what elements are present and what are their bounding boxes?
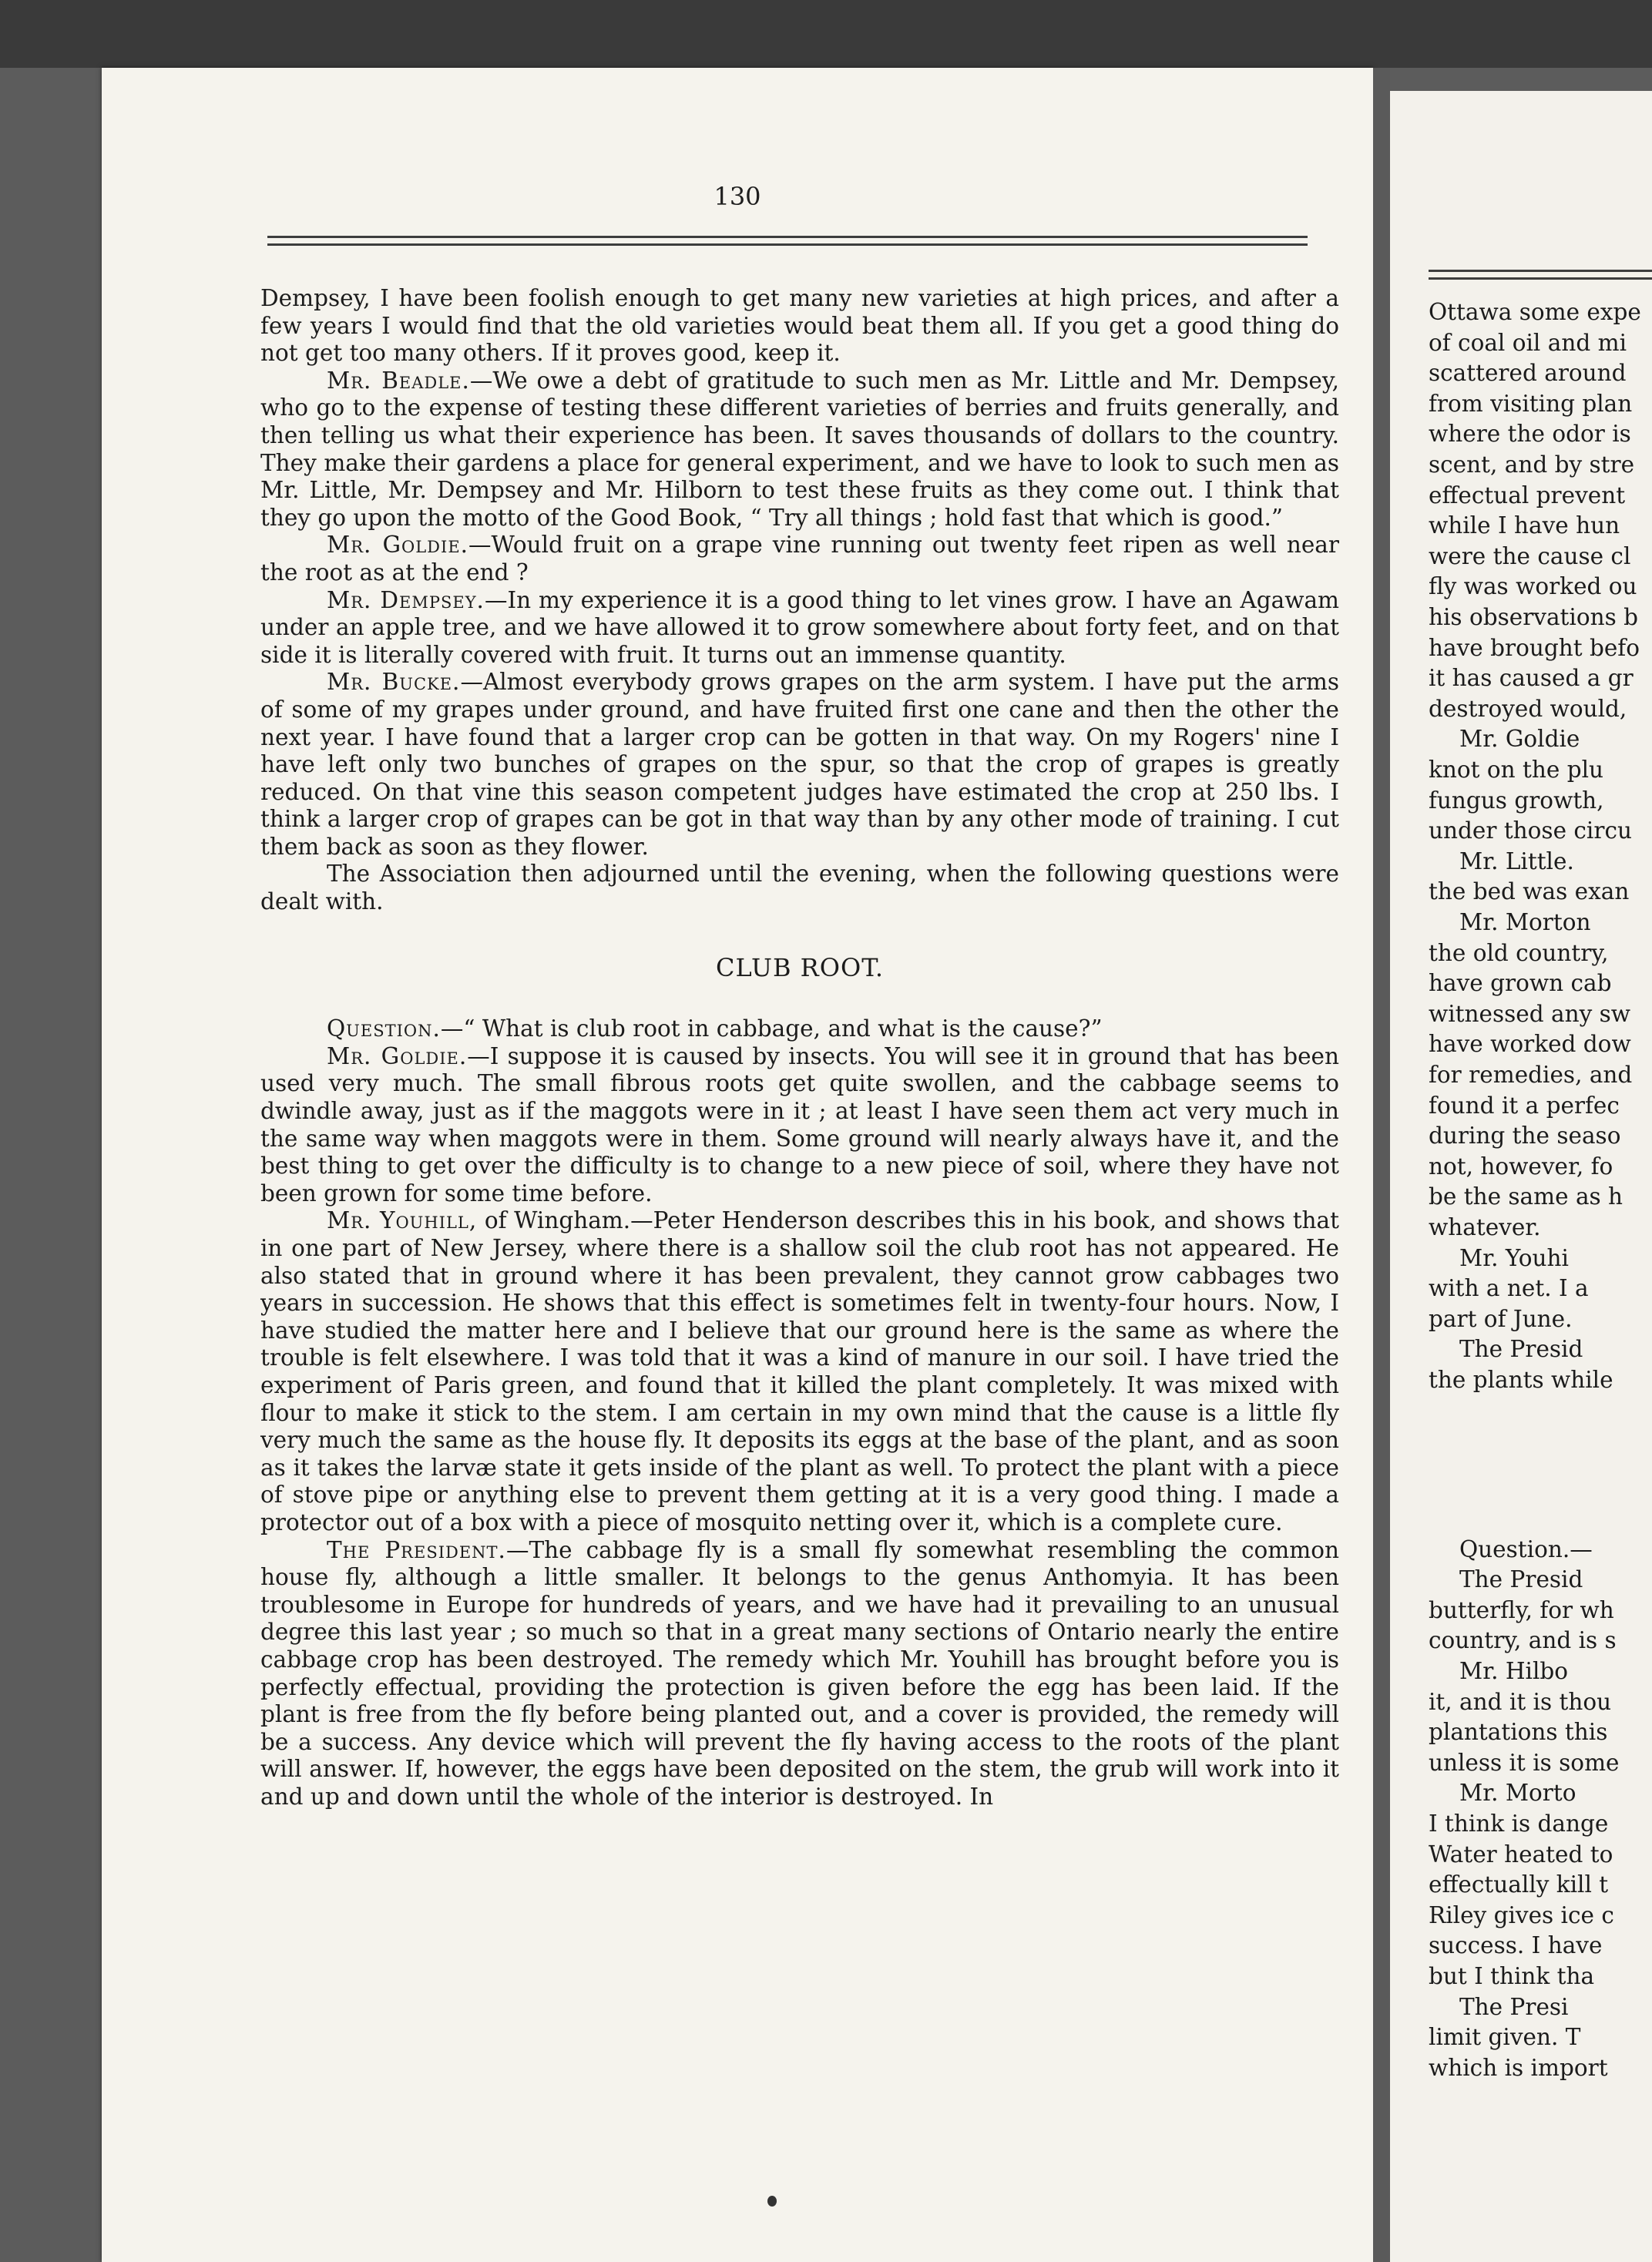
page-number: 130 [714,182,761,211]
facing-text-line: Mr. Hilbo [1459,1658,1569,1684]
ink-blot [767,2196,777,2207]
facing-text-line: I think is dange [1429,1811,1609,1837]
article-body [260,285,1339,1811]
facing-text-line: Riley gives ice c [1429,1901,1614,1928]
header-rule-top [267,236,1308,238]
facing-text-line: have brought befo [1429,634,1640,661]
facing-header-rule-bottom [1429,277,1652,280]
facing-text-line: it has caused a gr [1429,665,1634,692]
facing-text-line: his observations b [1429,604,1638,630]
facing-text-line: while I have hun [1429,512,1620,539]
facing-text-line: which is import [1429,2054,1608,2081]
facing-text-line: part of June. [1429,1305,1573,1332]
facing-text-line: fungus growth, [1429,787,1604,814]
facing-text-line: be the same as h [1429,1183,1623,1210]
facing-text-line: Water heated to [1429,1841,1613,1868]
facing-text-line: Mr. Morto [1459,1780,1576,1807]
facing-text-line: effectual prevent [1429,482,1626,508]
facing-text-line: but I think tha [1429,1963,1595,1989]
facing-text-line: of coal oil and mi [1429,329,1627,356]
facing-text-line: the plants while [1429,1367,1613,1393]
facing-text-line: The Presid [1459,1566,1583,1593]
speaker-name: Mr. Youhill, [327,1207,478,1234]
facing-text-line: knot on the plu [1429,757,1604,783]
paragraph-text: —The cabbage fly is a small fly somewhat resembling the common house fly, although a little smaller. It belongs to the genus Anthomyia. It has been troublesome in Europe for hundreds of years, and we have had it prevailing to an unusual degree this last year ; so much so that in a great many sections of Ontario nearly the entire cabbage crop has been destroyed. The remedy which Mr. Youhill has brought before you is perfectly effectual, providing the protection is given before the egg has been laid. If the plant is free from the fly before being planted out, and a cover is provided, the remedy will be a success. Any device which will prevent the fly having access to the roots of the plant will answer. If, however, the eggs have been deposited on the stem, the grub will work into it and up and down until the whole of the interior is destroyed. In [260,1536,1340,1810]
facing-text-line: found it a perfec [1429,1092,1620,1119]
facing-text-line: success. I have [1429,1932,1603,1959]
scan-background-top [0,0,1652,68]
facing-text-line: Ottawa some expe [1429,299,1641,325]
paragraph [260,669,1339,861]
facing-text-line: Question.— [1459,1535,1593,1562]
discussion-section [260,285,1339,916]
facing-header-rule-top [1429,270,1652,272]
paragraph [260,285,1339,367]
paragraph-text: —“ What is club root in cabbage, and what is the cause?” [440,1015,1103,1042]
facing-text-line: were the cause cl [1429,542,1631,569]
facing-text-line: Mr. Little. [1459,847,1574,874]
paragraph [260,861,1339,915]
facing-text-line: plantations this [1429,1719,1608,1746]
speaker-name: Mr. Beadle. [327,367,470,394]
facing-text-line: scent, and by stre [1429,451,1635,478]
facing-text-line: the old country, [1429,939,1609,966]
facing-text-line: for remedies, and [1429,1062,1633,1088]
paragraph [260,367,1339,532]
facing-text-line: with a net. I a [1429,1275,1589,1302]
facing-text-line: during the seaso [1429,1123,1621,1149]
book-page-right-partial [1390,91,1652,2262]
facing-text-line: under those circu [1429,817,1632,844]
header-rule-bottom [267,243,1308,246]
speaker-name: Mr. Bucke. [327,669,461,696]
paragraph [260,1015,1339,1043]
facing-text-line: limit given. T [1429,2024,1581,2051]
facing-text-line: unless it is some [1429,1749,1620,1776]
facing-text-line: it, and it is thou [1429,1688,1612,1715]
facing-text-line: country, and is s [1429,1627,1617,1654]
speaker-name: Mr. Goldie. [327,532,469,559]
section-heading: CLUB ROOT. [715,952,884,982]
facing-text-line: from visiting plan [1429,390,1633,417]
facing-text-line: have grown cab [1429,970,1612,997]
facing-text-line: not, however, fo [1429,1153,1613,1180]
speaker-name: Mr. Goldie. [327,1042,468,1069]
facing-text-line: the bed was exan [1429,878,1630,905]
facing-text-line: scattered around [1429,360,1627,387]
paragraph-text: The Association then adjourned until the evening, when the following questions were dealt with. [260,861,1339,915]
facing-text-line: have worked dow [1429,1031,1631,1058]
paragraph [260,1207,1339,1536]
facing-text-line: effectually kill t [1429,1871,1609,1898]
paragraph-text: —Almost everybody grows grapes on the arm system. I have put the arms of some of my grapes under ground, and have fruited first one cane and then the other the next year. I have found that a larger crop can be gotten in that way. On my Rogers' nine I have left only two bunches of grapes on the spur, so that the crop of grapes is greatly reduced. On that vine this season competent judges have estimated the crop at 250 lbs. I think a larger crop of grapes can be got in that way than by any other mode of training. I cut them back as soon as they flower. [260,669,1339,860]
paragraph-text: —Would fruit on a grape vine running out twenty feet ripen as well near the root as at the end ? [260,532,1339,586]
facing-text-line: The Presi [1459,1993,1569,2020]
facing-text-line: butterfly, for wh [1429,1596,1614,1623]
paragraph [260,1537,1339,1811]
paragraph-text: —In my experience it is a good thing to let vines grow. I have an Agawam under an apple tree, and we have allowed it to grow somewhere about forty feet, and on that side it is literally covered with fruit. It turns out an immense quantity. [260,586,1339,668]
paragraph [260,587,1339,670]
paragraph [260,1043,1339,1208]
facing-text-line: Mr. Goldie [1459,726,1580,753]
book-gutter [1373,68,1390,2262]
facing-text-line: fly was worked ou [1429,573,1637,600]
paragraph [260,532,1339,586]
facing-text-line: Mr. Youhi [1459,1244,1569,1271]
speaker-name: The President. [327,1536,506,1563]
speaker-name: Mr. Dempsey. [327,586,485,613]
paragraph-text: Dempsey, I have been foolish enough to get many new varieties at high prices, and after a few years I would find that the old varieties would beat them all. If you get a good thing do not get too many others. If it proves good, keep it. [260,285,1339,367]
speaker-name: Question. [327,1015,441,1042]
facing-text-line: whatever. [1429,1214,1541,1240]
club-root-section [260,1015,1339,1811]
paragraph-text: —I suppose it is caused by insects. You will see it in ground that has been used very much. The small fibrous roots get quite swollen, and the cabbage seems to dwindle away, just as if the maggots were in it ; at least I have seen them act very much in the same way when maggots were in them. Some ground will nearly always have it, and the best thing to get over the difficulty is to change to a new piece of soil, where they have not been grown for some time before. [260,1042,1339,1207]
facing-text-line: witnessed any sw [1429,1000,1631,1027]
facing-text-line: Mr. Morton [1459,909,1591,935]
facing-text-line: destroyed would, [1429,695,1627,722]
paragraph-text: of Wingham.—Peter Henderson describes this in his book, and shows that in one part of New Jersey, where there is a shallow soil the club root has not appeared. He also stated that in ground where it has been prevalent, they cannot grow cabbages two years in succession. He shows that this effect is sometimes felt in twenty-four hours. Now, I have studied the matter here and I believe that our ground here is the same as where the trouble is felt elsewhere. I was told that it was a kind of manure in our soil. I have tried the experiment of Paris green, and found that it killed the plant completely. It was mixed with flour to make it stick to the stem. I am certain in my own mind that the cause is a little fly very much the same as the house fly. It deposits its eggs at the base of the plant, and as soon as it takes the larvæ state it gets inside of the plant as well. To protect the plant with a piece of stove pipe or anything else to prevent them getting at it is a very good thing. I made a protector out of a box with a piece of mosquito netting over it, which is a complete cure. [260,1207,1339,1535]
paragraph-text: —We owe a debt of gratitude to such men as Mr. Little and Mr. Dempsey, who go to the expense of testing these different varieties of berries and fruits generally, and then telling us what their experience has been. It saves thousands of dollars to the country. They make their gardens a place for general experiment, and we have to look to such men as Mr. Little, Mr. Dempsey and Mr. Hilborn to test these fruits as they come out. I think that they go upon the motto of the Good Book, “ Try all things ; hold fast that which is good.” [260,367,1340,531]
facing-text-line: The Presid [1459,1336,1583,1363]
facing-text-line: where the odor is [1429,421,1631,448]
